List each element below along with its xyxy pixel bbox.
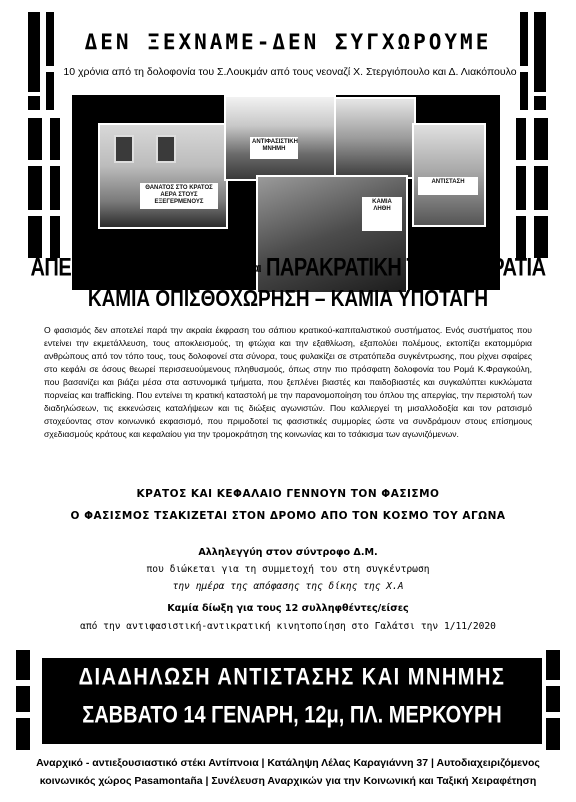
photo-building-banner — [98, 123, 228, 229]
prosecution-text: από την αντιφασιστική-αντικρατική κινητοποίηση στο Γαλάτσι την 1/11/2020 — [80, 621, 496, 632]
poster-subtitle: 10 χρόνια από τη δολοφονία του Σ.Λουκμάν από τους νεοναζί Χ. Στεργιόπουλο και Δ. Λιακόπουλο — [63, 66, 517, 78]
stripe-gap — [16, 712, 30, 718]
left-stripe-bar — [28, 96, 40, 110]
solidarity-text: που διώκεται για τη συμμετοχή του στη συγκέντρωση — [146, 564, 430, 575]
stripe-gap — [516, 160, 548, 166]
photo-street-crowd — [334, 97, 416, 179]
window — [114, 135, 134, 163]
headline-secondary: ΚΑΜΙΑ ΟΠΙΣΘΟΧΩΡΗΣΗ – ΚΑΜΙΑ ΥΠΟΤΑΓΗ — [87, 287, 489, 313]
body-paragraph: Ο φασισμός δεν αποτελεί παρά την ακραία έκφραση του σάπιου κρατικού-καπιταλιστικού συστήματος. Ενός συστήματος που εντείνει την εκμετάλλευση, τους αποκλεισμούς, τη φτώχια και την εξαθλίωση, εξαπολύει πολέμους, εκτοπίζει εκατομμύρια ανθρώπους από τον τόπο τους, τους δολοφονεί στα σύνορα, τους φυλακίζει σε στρατόπεδα συγκέντρωσης, που ρίχνει σφαίρες στο κεφάλι σε όσους θεωρεί περισσευούμενους πληθυσμούς, όπως στην πιο πρόσφατη δολοφονία του Ρομά Κ.Φραγκούλη, που βασανίζει και βιάζει μέσα στα αστυνομικά τμήματα, που ξεπλένει βιαστές και παιδοβιαστές και συγκαλύπτει κυκλώματα πορνείας και trafficking. Που εντείνει τη κρατική καταστολή με την παρανομοποίηση του όπλου της απεργίας, την περιστολή των διαδηλώσεων, τις εκκενώσεις καταλήψεων και τις διώξεις αγωνιστών. Που καλλιεργεί τη μισαλλοδοξία και τον ρατσισμό στοχεύοντας στον κοινωνικό εκφασισμό, που πριμοδοτεί τις φασιστικές συμμορίες ώστε να συνδράμουν στους επίσημους σχεδιασμούς κράτους και κεφαλαίου για την τρομοκράτηση της κοινωνίας και το τσάκισμα των αγωνιζόμενων. — [44, 325, 532, 440]
demonstration-details: ΣΑΒΒΑΤΟ 14 ΓΕΝΑΡΗ, 12μ, ΠΛ. ΜΕΡΚΟΥΡΗ — [82, 702, 502, 729]
right-stripe-bar — [516, 118, 526, 258]
slogan-line: Ο ΦΑΣΙΣΜΟΣ ΤΣΑΚΙΖΕΤΑΙ ΣΤΟΝ ΔΡΟΜΟ ΑΠΟ ΤΟΝ ΚΟΣΜΟ ΤΟΥ ΑΓΩΝΑ — [70, 510, 506, 522]
headline-part: ΠΑΡΑΚΡΑΤΙΚΗ ΤΡΟΜΟΚΡΑΤΙΑ — [265, 254, 546, 282]
stripe-gap — [28, 210, 60, 216]
headline-main — [0, 254, 576, 283]
right-stripe-bar — [546, 650, 560, 750]
photo-street-banner — [412, 123, 486, 227]
solidarity-heading: Αλληλεγγύη στον σύντροφο Δ.Μ. — [198, 547, 378, 558]
footer-signatories: Αναρχικό - αντιεξουσιαστικό στέκι Αντίπνοια | Κατάληψη Λέλας Καραγιάννη 37 | Αυτοδιαχειριζόμενος — [36, 757, 540, 769]
solidarity-text: την ημέρα της απόφασης της δίκης της Χ.Α — [172, 581, 404, 592]
poster-title: ΔΕΝ ΞΕΧΝΑΜΕ-ΔΕΝ ΣΥΓΧΩΡΟΥΜΕ — [84, 30, 492, 54]
headline-part: ΚΡΑΤΙΚΗ — [160, 254, 244, 282]
demonstration-box — [42, 658, 542, 744]
right-stripe-bar — [534, 96, 546, 110]
stripe-gap — [546, 712, 560, 718]
footer-signatories: κοινωνικός χώρος Pasamontaña | Συνέλευση Αναρχικών για την Κοινωνική και Ταξική Χειραφέτηση — [39, 775, 537, 787]
headline-connector: στην — [134, 261, 156, 276]
photo-banner-text: ΑΝΤΙΦΑΣΙΣΤΙΚΗ ΜΝΗΜΗ — [250, 137, 298, 159]
right-stripe-bar — [534, 118, 548, 258]
stripe-gap — [546, 680, 560, 686]
photo-crowd-banner — [224, 95, 336, 181]
prosecution-heading: Καμία δίωξη για τους 12 συλληφθέντες/είσες — [167, 603, 409, 614]
slogan-line: ΚΡΑΤΟΣ ΚΑΙ ΚΕΦΑΛΑΙΟ ΓΕΝΝΟΥΝ ΤΟΝ ΦΑΣΙΣΜΟ — [136, 488, 440, 500]
photo-banner-text: ΑΝΤΙΣΤΑΣΗ — [418, 177, 478, 195]
stripe-gap — [28, 160, 60, 166]
stripe-gap — [516, 210, 548, 216]
headline-part: ΑΠΕΝΑΝΤΙ — [30, 254, 130, 282]
headline-connector: και — [248, 261, 261, 276]
left-stripe-bar — [16, 650, 30, 750]
demonstration-title: ΔΙΑΔΗΛΩΣΗ ΑΝΤΙΣΤΑΣΗΣ ΚΑΙ ΜΝΗΜΗΣ — [78, 664, 506, 691]
left-stripe-bar — [50, 118, 60, 258]
stripe-gap — [16, 680, 30, 686]
window — [156, 135, 176, 163]
photo-banner-text: ΘΑΝΑΤΟΣ ΣΤΟ ΚΡΑΤΟΣ ΑΕΡΑ ΣΤΟΥΣ ΕΞΕΓΕΡΜΕΝΟΥΣ — [140, 183, 218, 209]
left-stripe-bar — [28, 118, 42, 258]
photo-banner-text: ΚΑΜΙΑ ΛΗΘΗ — [362, 197, 402, 231]
